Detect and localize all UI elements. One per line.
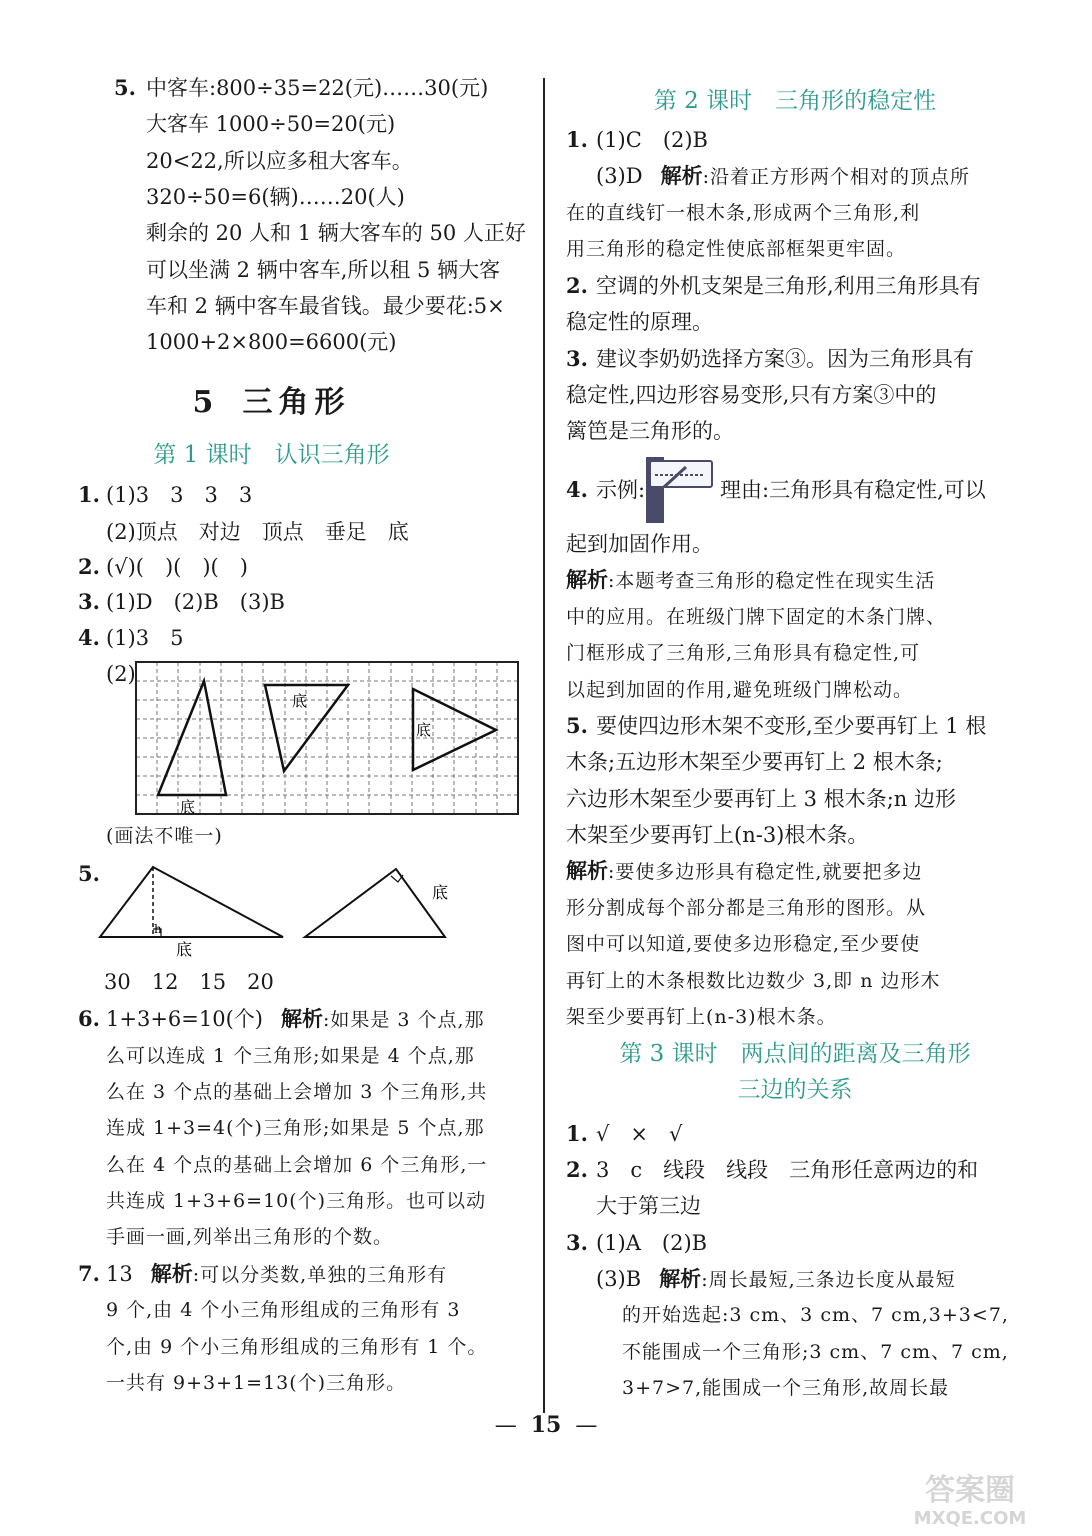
q6-analysis-line: 么可以连成 1 个三角形;如果是 4 个点,那 [106,1045,475,1067]
q5-prev-line: 大客车 1000÷50=20(元) [146,112,396,136]
r-q2b-line: 大于第三边 [596,1194,701,1218]
q5-num: 5. [78,861,100,886]
r-q4-example-label: 示例: [596,478,646,502]
r-q3b-num: 3. [566,1230,588,1255]
lesson3-title-cont: 三边的关系 [737,1077,853,1103]
right-triangle [305,869,445,937]
q7-num: 7. [78,1261,100,1286]
obtuse-triangle [100,867,283,937]
r-q5-line: 要使四边形木架不变形,至少要再钉上 1 根 [596,714,987,738]
q7-analysis-line: 一共有 9+3+1=13(个)三角形。 [106,1372,407,1394]
r-q5-analysis-line: 形分割成每个部分都是三角形的图形。从 [566,897,927,919]
r-q3b-answer: (3)B [596,1267,642,1291]
q5-answers: 30 12 15 20 [104,970,274,994]
page-dash-left: — [494,1413,517,1438]
q4-note: (画法不唯一) [106,825,223,847]
r-q5-analysis-line: 图中可以知道,要使多边形稳定,至少要使 [566,933,921,955]
r-q5-analysis-text: :要使多边形具有稳定性,就要把多边 [608,861,923,883]
lesson3-title: 第 3 课时 两点间的距离及三角形 [619,1041,971,1067]
q6-analysis-line: 么在 3 个点的基础上会增加 3 个三角形,共 [106,1081,488,1103]
q6-analysis-line: 连成 1+3=4(个)三角形;如果是 5 个点,那 [106,1117,485,1139]
q7-analysis-text: :可以分类数,单独的三角形有 [192,1264,448,1286]
r-q4-analysis-line: 中的应用。在班级门牌下固定的木条门牌、 [566,606,947,628]
triangle-grid-figure [136,662,518,814]
triangle-1-base-label: 底 [180,798,196,816]
q5-prev-line: 可以坐满 2 辆中客车,所以租 5 辆大客 [146,258,501,282]
q6-line1 [106,1005,485,1034]
r-q5-analysis-line: 架至少要再钉上(n-3)根木条。 [566,1006,837,1028]
q6-analysis-line: 么在 4 个点的基础上会增加 6 个三角形,一 [106,1154,488,1176]
q1-num: 1. [78,482,100,507]
r-q1b-num: 1. [566,1121,588,1146]
q3-answer: (1)D (2)B (3)B [106,590,285,614]
chapter-number: 5 [192,385,220,420]
r-q2-num: 2. [566,273,588,298]
r-q1-analysis-line: 用三角形的稳定性使底部框架更牢固。 [566,238,907,260]
r-q3b-analysis-text: :周长最短,三条边长度从最短 [701,1269,956,1291]
base-label-1: 底 [176,940,193,959]
r-q1-num: 1. [566,127,588,152]
q7-line1 [106,1260,447,1289]
r-q5-num: 5. [566,713,588,738]
r-q3-num: 3. [566,346,588,371]
chapter-heading [0,377,543,421]
q7-answer: 13 [106,1262,133,1286]
page-dash-right: — [575,1413,598,1438]
q4-num: 4. [78,625,100,650]
r-q1-analysis-text: :沿着正方形两个相对的顶点所 [702,166,970,188]
r-q3b-line: (1)A (2)B [596,1231,708,1255]
q5-prev-line: 1000+2×800=6600(元) [146,330,397,354]
q2-num: 2. [78,554,100,579]
q7-analysis-line: 个,由 9 个小三角形组成的三角形有 1 个。 [106,1336,488,1358]
q6-num: 6. [78,1006,100,1031]
r-q4-line: 起到加固作用。 [566,532,713,556]
lesson2-heading-wrap [545,82,1045,115]
q6-analysis-text: :如果是 3 个点,那 [322,1009,485,1031]
r-q5-analysis-first [566,857,922,886]
analysis-label: 解析 [660,163,703,188]
r-q2-line: 空调的外机支架是三角形,利用三角形具有 [596,274,981,298]
r-q3-line: 稳定性,四边形容易变形,只有方案③中的 [566,383,937,407]
analysis-label: 解析 [150,1261,193,1286]
r-q3b-analysis-line: 不能围成一个三角形;3 cm、7 cm、7 cm, [622,1341,1009,1363]
svg-text:MXQE.COM: MXQE.COM [913,1508,1027,1529]
page-number: 15 [530,1412,562,1438]
q5-prev-line: 剩余的 20 人和 1 辆大客车的 50 人正好 [146,221,526,245]
q7-analysis-line: 9 个,由 4 个小三角形组成的三角形有 3 [106,1299,461,1321]
q4-line: (2) [106,662,136,686]
r-q4-analysis-first [566,566,935,595]
q5-prev-line: 320÷50=6(辆)……20(人) [146,185,405,209]
r-q2b-line: 3 c 线段 线段 三角形任意两边的和 [596,1158,979,1182]
r-q3b-analysis-line: 的开始选起:3 cm、3 cm、7 cm,3+3<7, [622,1304,1009,1326]
page-number-footer [0,1412,1092,1438]
r-q4-reason: 理由:三角形具有稳定性,可以 [720,478,986,502]
watermark-logo [870,1470,1070,1528]
q6-analysis-line: 共连成 1+3+6=10(个)三角形。也可以动 [106,1190,487,1212]
triangle-2-base-label: 底 [292,692,308,710]
r-q3-line: 篱笆是三角形的。 [566,419,734,443]
r-q4-num: 4. [566,477,588,502]
r-q1b-answer: √ × √ [596,1122,683,1146]
r-q2b-num: 2. [566,1157,588,1182]
lesson3-heading-wrap [545,1036,1045,1108]
r-q5-line: 六边形木架至少要再钉上 3 根木条;n 边形 [566,787,956,811]
r-q2-line: 稳定性的原理。 [566,310,713,334]
lesson1-heading-wrap [0,436,543,469]
lesson1-title: 第 1 课时 认识三角形 [153,442,390,468]
watermark-mark [914,1473,1027,1529]
analysis-label: 解析 [566,567,608,592]
q5-prev-line: 中客车:800÷35=22(元)……30(元) [146,76,489,100]
r-q5-line: 木架至少要再钉上(n-3)根木条。 [566,823,869,847]
height-label: h [154,922,162,936]
r-q3-line: 建议李奶奶选择方案③。因为三角形具有 [596,347,974,371]
r-q1-line2 [596,162,970,191]
analysis-label: 解析 [280,1006,323,1031]
analysis-label: 解析 [659,1266,702,1291]
q5-prev-num: 5. [114,75,136,100]
q6-answer: 1+3+6=10(个) [106,1007,263,1031]
svg-text:答案圈: 答案圈 [925,1473,1015,1508]
r-q5-line: 木条;五边形木架至少要再钉上 2 根木条; [566,750,943,774]
r-q5-analysis-line: 再钉上的木条根数比边数少 3,即 n 边形木 [566,970,941,992]
q5-triangles-figure [100,862,460,962]
q4-line: (1)3 5 [106,626,184,650]
door-sign-icon [646,455,716,525]
r-q4-analysis-line: 门框形成了三角形,三角形具有稳定性,可 [566,642,921,664]
triangle-3-base-label: 底 [416,721,432,739]
analysis-label: 解析 [566,858,608,883]
chapter-title: 三角形 [242,385,351,420]
q1-line: (2)顶点 对边 顶点 垂足 底 [106,520,409,544]
q2-answer: (√)( )( )( ) [106,555,248,579]
q1-line: (1)3 3 3 3 [106,483,253,507]
r-q3b-line2 [596,1265,956,1294]
q5-prev-line: 车和 2 辆中客车最省钱。最少要花:5× [146,294,505,318]
base-label-2: 底 [432,883,449,902]
r-q1-answer: (3)D [596,164,643,188]
r-q1-analysis-line: 在的直线钉一根木条,形成两个三角形,利 [566,202,921,224]
r-q4-analysis-line: 以起到加固的作用,避免班级门牌松动。 [566,679,914,701]
r-q1-line: (1)C (2)B [596,128,708,152]
q5-prev-line: 20<22,所以应多租大客车。 [146,149,413,173]
q3-num: 3. [78,589,100,614]
column-divider [543,78,545,1413]
lesson2-title: 第 2 课时 三角形的稳定性 [653,88,937,114]
r-q4-analysis-text: :本题考查三角形的稳定性在现实生活 [608,570,936,592]
q6-analysis-line: 手画一画,列举出三角形的个数。 [106,1226,394,1248]
r-q3b-analysis-line: 3+7>7,能围成一个三角形,故周长最 [622,1377,950,1399]
